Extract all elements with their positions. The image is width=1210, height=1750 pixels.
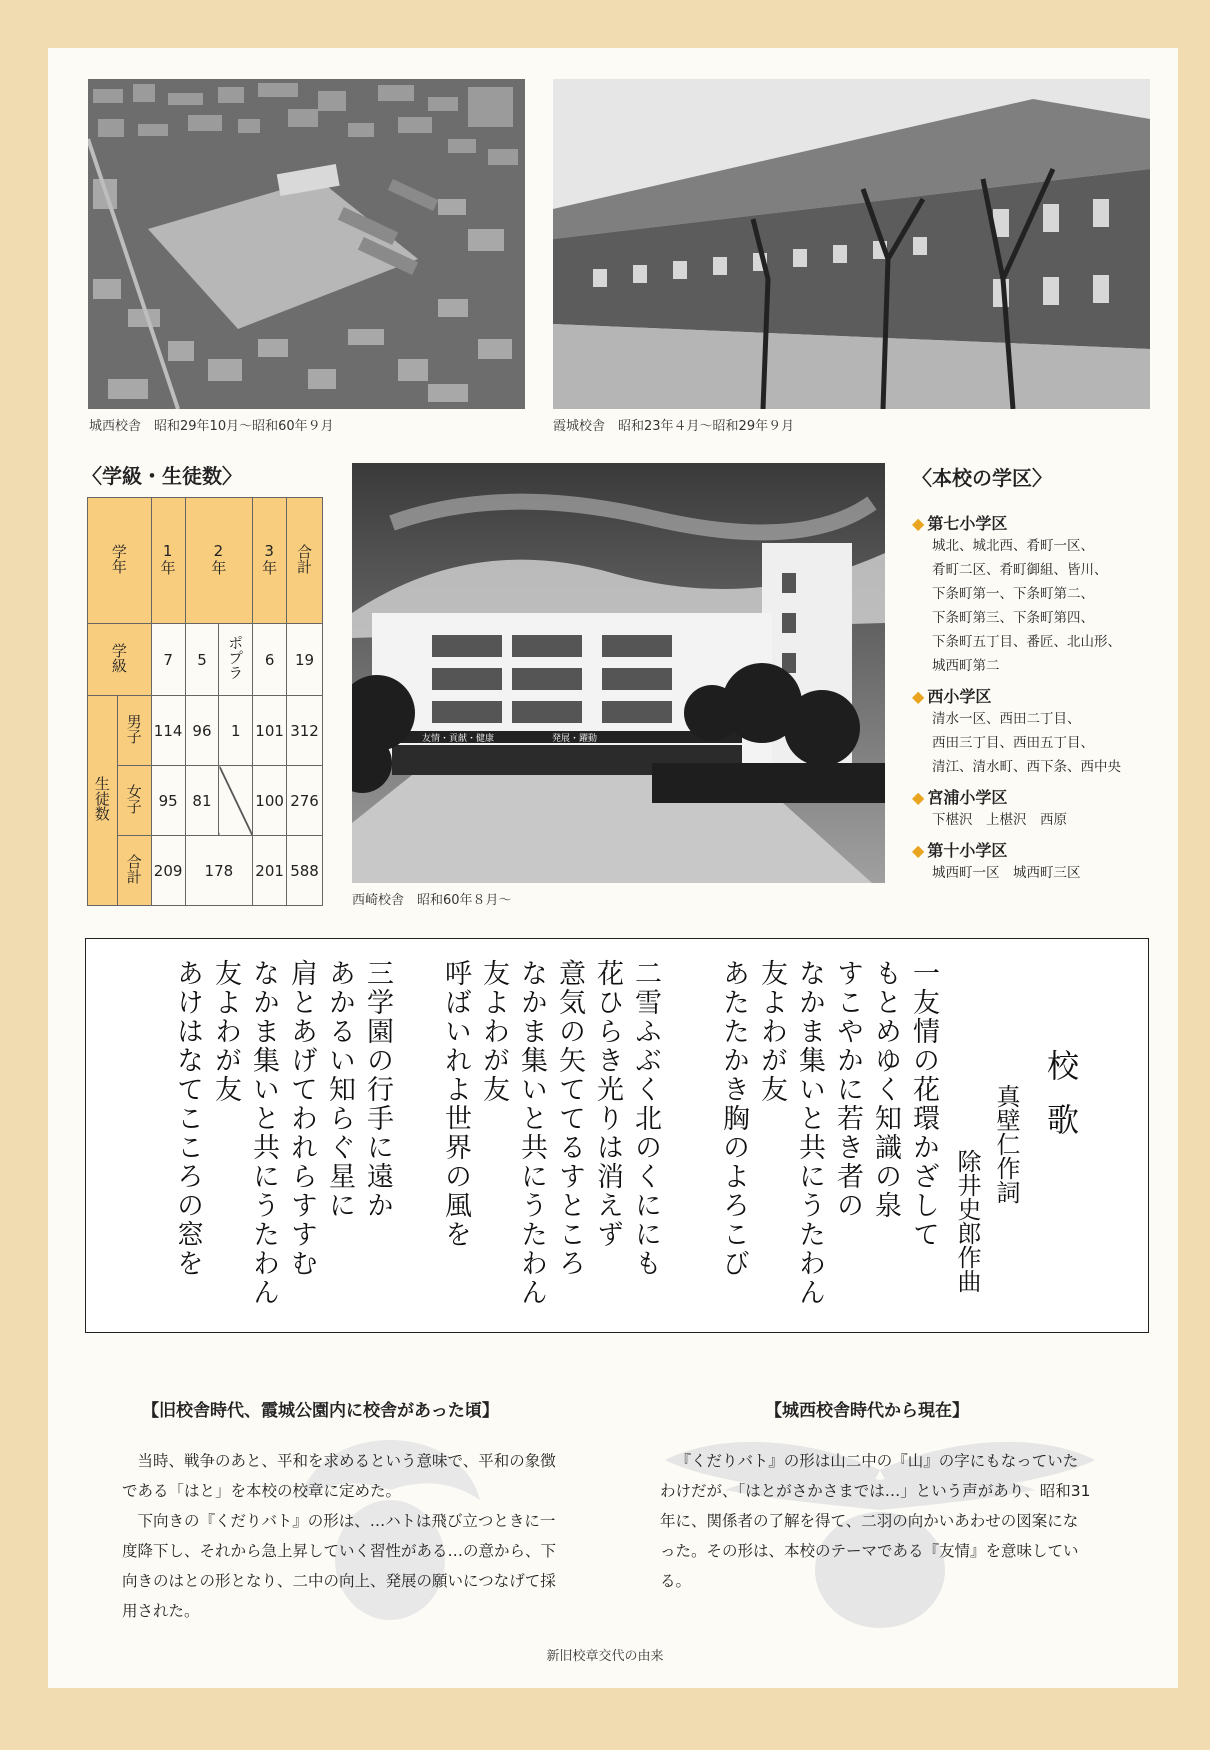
district-line: 清江、清水町、西下条、西中央 bbox=[932, 759, 1121, 775]
total-g2: 178 bbox=[185, 836, 253, 906]
district-item bbox=[912, 511, 1152, 678]
district-name: 西小学区 bbox=[927, 687, 992, 706]
district-name: 宮浦小学区 bbox=[927, 788, 1008, 807]
students-label: 生徒数 bbox=[88, 696, 118, 906]
female-total: 276 bbox=[287, 766, 323, 836]
total-label: 合計 bbox=[117, 836, 151, 906]
total-header: 合計 bbox=[287, 498, 323, 624]
classes-poplar: ポプラ bbox=[219, 624, 253, 696]
song-lyricist: 真壁仁作詞 bbox=[992, 1084, 1020, 1204]
verse2-line: 意気の矢ててるすところ bbox=[554, 959, 585, 1278]
verse1-line: 一友情の花環かざして bbox=[908, 959, 939, 1249]
classes-g2: 5 bbox=[185, 624, 219, 696]
verse3-line: なかま集いと共にうたわん bbox=[248, 959, 279, 1307]
verse3-line: 三学園の行手に遠か bbox=[362, 959, 393, 1220]
verse3-line: あけはなてこころの窓を bbox=[172, 959, 203, 1278]
paragraph: 当時、戦争のあと、平和を求めるという意味で、平和の象徴である「はと」を本校の校章に定めた。 bbox=[122, 1452, 556, 1500]
district-line: 下条町五丁目、番匠、北山形、 bbox=[932, 634, 1121, 650]
new-emblem-title: 【城西校舎時代から現在】 bbox=[765, 1401, 969, 1421]
banner-motto: 友情・貢献・健康 bbox=[422, 734, 495, 744]
song-title: 校歌 bbox=[1042, 1049, 1080, 1157]
classes-label: 学級 bbox=[88, 624, 152, 696]
male-label: 男子 bbox=[117, 696, 151, 766]
district-item bbox=[912, 838, 1152, 885]
verse2-line: 花ひらき光りは消えず bbox=[592, 959, 623, 1249]
male-g2: 96 bbox=[185, 696, 219, 766]
district-line: 西田三丁目、西田五丁目、 bbox=[932, 735, 1094, 751]
male-g1: 114 bbox=[151, 696, 185, 766]
verse2-line: 二雪ふぶく北のくににも bbox=[630, 959, 661, 1278]
grade-1-header: 1年 bbox=[151, 498, 185, 624]
footer-caption: 新旧校章交代の由来 bbox=[546, 1649, 664, 1664]
verse2-line: 呼ばいれよ世界の風を bbox=[440, 959, 471, 1249]
district-line: 肴町二区、肴町御組、皆川、 bbox=[932, 562, 1108, 578]
district-list bbox=[912, 505, 1152, 885]
district-line: 下椹沢 上椹沢 西原 bbox=[932, 812, 1067, 828]
verse3-line: 友よわが友 bbox=[210, 959, 241, 1104]
verse1-line: あたたかき胸のよろこび bbox=[718, 959, 749, 1278]
old-building-photo bbox=[553, 79, 1150, 409]
male-g3: 101 bbox=[253, 696, 287, 766]
current-building-photo bbox=[352, 463, 885, 883]
verse1-line: もとめゆく知識の泉 bbox=[870, 959, 901, 1220]
verse2-line: なかま集いと共にうたわん bbox=[516, 959, 547, 1307]
female-g1: 95 bbox=[151, 766, 185, 836]
stats-heading: 〈学級・生徒数〉 bbox=[82, 464, 242, 488]
old-emblem-body bbox=[122, 1446, 562, 1626]
aerial-photo bbox=[88, 79, 525, 409]
school-song-box bbox=[85, 938, 1149, 1333]
female-label: 女子 bbox=[117, 766, 151, 836]
current-building-photo-caption: 西崎校舎 昭和60年８月～ bbox=[352, 893, 512, 908]
district-item bbox=[912, 785, 1152, 832]
district-name: 第十小学区 bbox=[927, 841, 1008, 860]
classes-total: 19 bbox=[287, 624, 323, 696]
grade-label: 学年 bbox=[88, 498, 152, 624]
old-building-photo-caption: 霞城校舎 昭和23年４月～昭和29年９月 bbox=[553, 419, 795, 434]
verse3-line: あかるい知らぐ星に bbox=[324, 959, 355, 1220]
total-g1: 209 bbox=[151, 836, 185, 906]
new-emblem-body bbox=[660, 1446, 1092, 1596]
female-poplar-empty bbox=[219, 766, 253, 836]
classes-g3: 6 bbox=[253, 624, 287, 696]
male-total: 312 bbox=[287, 696, 323, 766]
diamond-icon: ◆ bbox=[912, 841, 925, 860]
district-name: 第七小学区 bbox=[927, 514, 1008, 533]
female-g2: 81 bbox=[185, 766, 219, 836]
district-line: 城西町第二 bbox=[932, 658, 1000, 674]
banner-side-text: 発展・躍動 bbox=[552, 734, 598, 744]
district-item bbox=[912, 684, 1152, 779]
district-line: 城北、城北西、肴町一区、 bbox=[932, 538, 1094, 554]
verse3-line: 肩とあげてわれらすすむ bbox=[286, 959, 317, 1278]
song-composer: 除井史郎作曲 bbox=[953, 1149, 981, 1293]
total-all: 588 bbox=[287, 836, 323, 906]
verse1-line: なかま集いと共にうたわん bbox=[794, 959, 825, 1307]
district-line: 下条町第三、下条町第四、 bbox=[932, 610, 1094, 626]
aerial-photo-caption: 城西校舎 昭和29年10月～昭和60年９月 bbox=[89, 419, 334, 434]
district-heading: 〈本校の学区〉 bbox=[912, 466, 1052, 490]
old-emblem-title: 【旧校舎時代、霞城公園内に校舎があった頃】 bbox=[142, 1401, 499, 1421]
diamond-icon: ◆ bbox=[912, 514, 925, 533]
paragraph: 『くだりバト』の形は山二中の『山』の字にもなっていたわけだが、「はとがさかさまでは…」という声があり、昭和31年に、関係者の了解を得て、二羽の向かいあわせの図案になった。その形は、本校のテーマである『友情』を意味している。 bbox=[660, 1452, 1091, 1590]
grade-2-header: 2年 bbox=[185, 498, 253, 624]
total-g3: 201 bbox=[253, 836, 287, 906]
female-g3: 100 bbox=[253, 766, 287, 836]
grade-3-header: 3年 bbox=[253, 498, 287, 624]
verse1-line: すこやかに若き者の bbox=[832, 959, 863, 1220]
verse1-line: 友よわが友 bbox=[756, 959, 787, 1104]
diamond-icon: ◆ bbox=[912, 687, 925, 706]
district-line: 清水一区、西田二丁目、 bbox=[932, 711, 1081, 727]
verse2-line: 友よわが友 bbox=[478, 959, 509, 1104]
diamond-icon: ◆ bbox=[912, 788, 925, 807]
paragraph: 下向きの『くだりバト』の形は、…ハトは飛び立つときに一度降下し、それから急上昇していく習性がある…の意から、下向きのはとの形となり、二中の向上、発展の願いにつなげて採用された。 bbox=[122, 1512, 557, 1620]
stats-table bbox=[87, 497, 323, 906]
classes-g1: 7 bbox=[151, 624, 185, 696]
district-line: 下条町第一、下条町第二、 bbox=[932, 586, 1094, 602]
district-line: 城西町一区 城西町三区 bbox=[932, 865, 1081, 881]
male-poplar: 1 bbox=[219, 696, 253, 766]
